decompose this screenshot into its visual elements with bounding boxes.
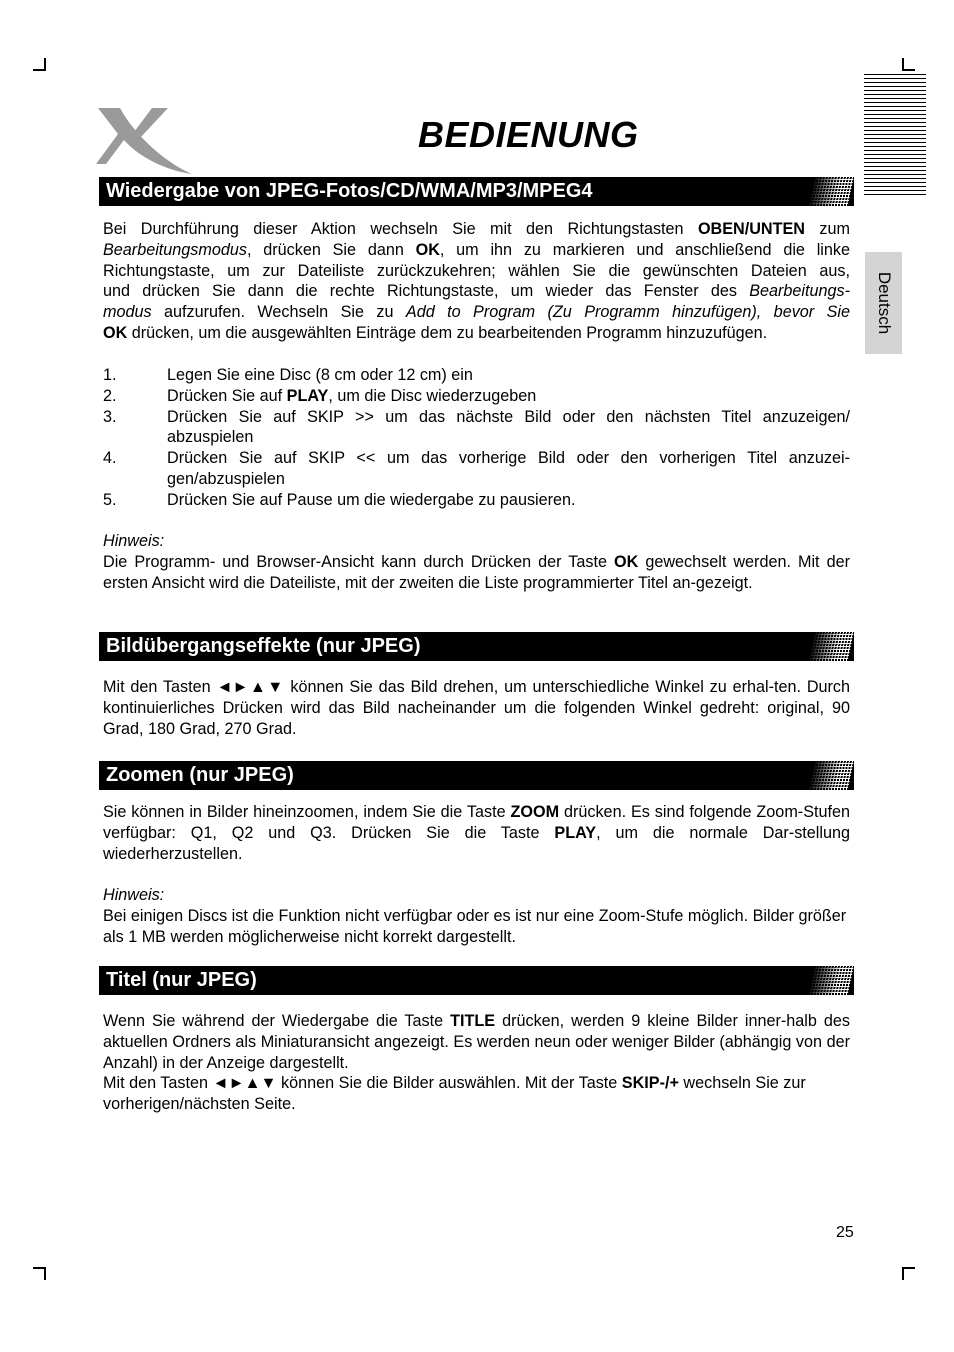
page-number: 25 bbox=[836, 1224, 854, 1241]
list-item: 5. Drücken Sie auf Pause um die wiedergabe zu pausieren. bbox=[103, 490, 576, 509]
heading-hatch-decoration bbox=[808, 177, 854, 206]
decorative-stripes bbox=[864, 74, 926, 198]
section-heading-bar bbox=[99, 177, 854, 206]
steps-list bbox=[103, 365, 850, 511]
list-item: 4. Drücken Sie auf SKIP << um das vorherige Bild oder den vorherigen Titel anzuzei-gen/abzuspielen bbox=[103, 449, 850, 488]
language-tab bbox=[865, 252, 902, 354]
intro-line: Richtungstaste, um zur Dateiliste zurückzukehren; wählen Sie die gewünschten Dateien aus, bbox=[103, 261, 850, 280]
heading-hatch-decoration bbox=[808, 632, 854, 661]
intro-paragraph bbox=[103, 219, 850, 344]
note-label: Hinweis: bbox=[103, 886, 165, 904]
note-label: Hinweis: bbox=[103, 532, 165, 550]
section-heading: Bildübergangseffekte (nur JPEG) bbox=[106, 635, 421, 657]
note-block bbox=[103, 531, 850, 593]
list-item: 3. Drücken Sie auf SKIP >> um das nächste Bild oder den nächsten Titel anzuzeigen/ abzuspielen bbox=[103, 407, 850, 447]
section-paragraph: Sie können in Bilder hineinzoomen, indem Sie die Taste ZOOM drücken. Es sind folgende Zoom-Stufen verfügbar: Q1, Q2 und Q3. Drücken Sie die Taste PLAY, um die normale Dar-stellung wiederherzustellen. bbox=[103, 803, 850, 863]
note-text: Bei einigen Discs ist die Funktion nicht verfügbar oder es ist nur eine Zoom-Stufe möglich. Bilder größer als 1 MB werden möglicherweise nicht korrekt dargestellt. bbox=[103, 906, 847, 946]
intro-line: Bei Durchführung dieser Aktion wechseln Sie mit den Richtungstasten OBEN/UNTEN zum bbox=[103, 220, 850, 238]
heading-hatch-decoration bbox=[808, 966, 854, 995]
crop-mark-bottom-right bbox=[902, 1267, 904, 1280]
brand-logo-x-icon bbox=[94, 104, 194, 176]
crop-mark-bottom-left bbox=[44, 1267, 46, 1280]
heading-hatch-decoration bbox=[808, 761, 854, 790]
list-item: 1. Legen Sie eine Disc (8 cm oder 12 cm) ein bbox=[103, 366, 473, 384]
section-heading-bar bbox=[99, 632, 854, 661]
language-tab-label: Deutsch bbox=[874, 271, 894, 335]
list-item: 2. Drücken Sie auf PLAY, um die Disc wiederzugeben bbox=[103, 386, 537, 405]
crop-mark-top-left bbox=[33, 69, 46, 71]
page-title: BEDIENUNG bbox=[418, 114, 639, 155]
section-heading: Zoomen (nur JPEG) bbox=[106, 764, 294, 786]
crop-mark-top-right bbox=[902, 69, 915, 71]
section-heading-bar bbox=[99, 966, 854, 995]
note-block bbox=[103, 885, 850, 947]
section-heading: Titel (nur JPEG) bbox=[106, 969, 257, 991]
section-paragraph: Mit den Tasten ◄►▲▼ können Sie das Bild drehen, um unterschiedliche Winkel zu erhal-ten. Durch kontinuierliches Drücken wird das Bild nacheinander um die folgenden Winkel gedreht: original, 90 Grad, 180 Grad, 270 Grad. bbox=[103, 678, 850, 738]
section-paragraph: Wenn Sie während der Wiedergabe die Taste TITLE drücken, werden 9 kleine Bilder inner-halb des aktuellen Ordners als Miniaturansicht angezeigt. Es werden neun oder weniger Bilder (abhängig von der Anzahl) in der Anzeige dargestellt. Mit den Tasten ◄►▲▼ können Sie die Bilder auswählen. Mit der Taste SKIP-/+ wechseln Sie zur vorherigen/nächsten Seite. bbox=[103, 1012, 850, 1114]
section-heading-bar bbox=[99, 761, 854, 790]
intro-line: Bearbeitungsmodus, drücken Sie dann OK, um ihn zu markieren und anschließend die linke bbox=[103, 240, 850, 259]
intro-line: modus aufzurufen. Wechseln Sie zu Add to Program (Zu Programm hinzufügen), bevor Sie bbox=[103, 303, 850, 322]
section-heading: Wiedergabe von JPEG-Fotos/CD/WMA/MP3/MPEG4 bbox=[106, 180, 593, 202]
intro-line: und drücken Sie dann die rechte Richtungstaste, um wieder das Fenster des Bearbeitungs- bbox=[103, 282, 850, 301]
intro-line: OK drücken, um die ausgewählten Einträge dem zu bearbeitenden Programm hinzuzufügen. bbox=[103, 323, 768, 342]
note-text: Die Programm- und Browser-Ansicht kann durch Drücken der Taste OK gewechselt werden. Mit der ersten Ansicht wird die Dateiliste, mit der zweiten die Liste programmierter Titel an-gezeigt. bbox=[103, 552, 850, 592]
